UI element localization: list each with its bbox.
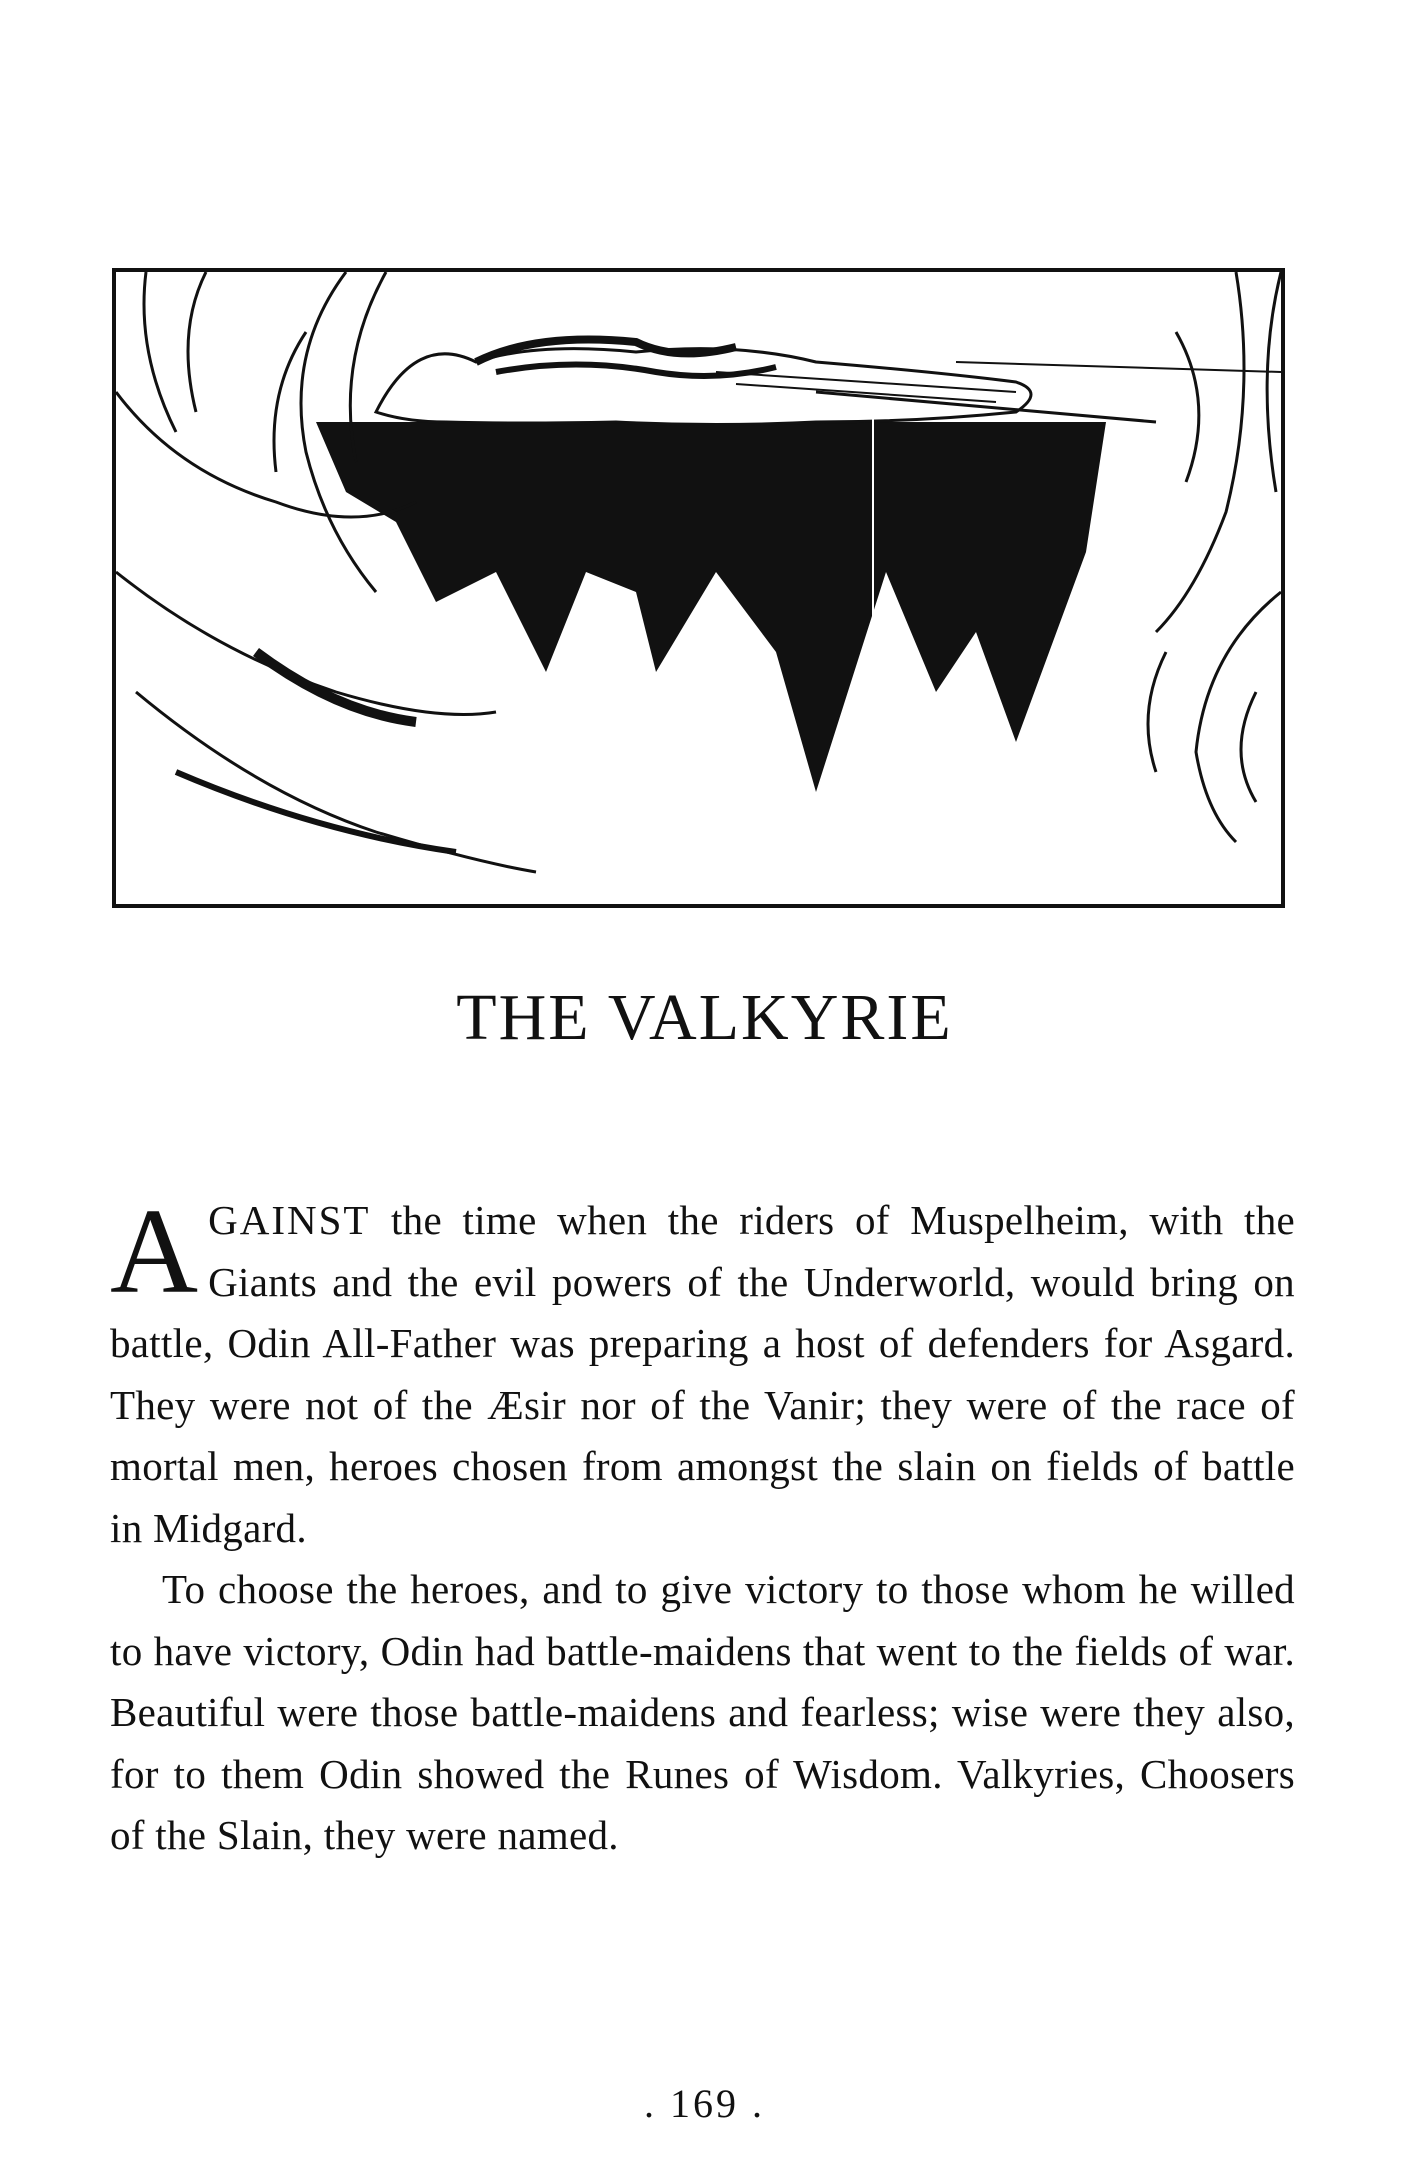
first-word: GAINST [208,1197,371,1243]
chapter-illustration [112,268,1285,908]
valkyrie-on-flames-illustration [116,272,1281,904]
body-text [110,1184,1295,1867]
paragraph: To choose the heroes, and to give victory to those whom he willed to have victory, Odin had battle-maidens that went to the fields of war. Beautiful were those battle-maidens and fearless; wise were they also, for to them Odin showed the Runes of Wisdom. Valkyries, Choosers of the Slain, they were named. [110,1566,1295,1858]
drop-cap: A [110,1184,199,1319]
paragraph-text: the time when the riders of Muspelheim, with the Giants and the evil powers of the Underworld, would bring on battle, Odin All-Father was preparing a host of defenders for Asgard. They were not of the Æsir nor of the Vanir; they were of the race of mortal men, heroes chosen from amongst the slain on fields of battle in Midgard. [110,1197,1295,1551]
page-number: . 169 . [644,2081,765,2126]
paragraph [110,1184,1295,1559]
chapter-title: THE VALKYRIE [456,981,953,1054]
